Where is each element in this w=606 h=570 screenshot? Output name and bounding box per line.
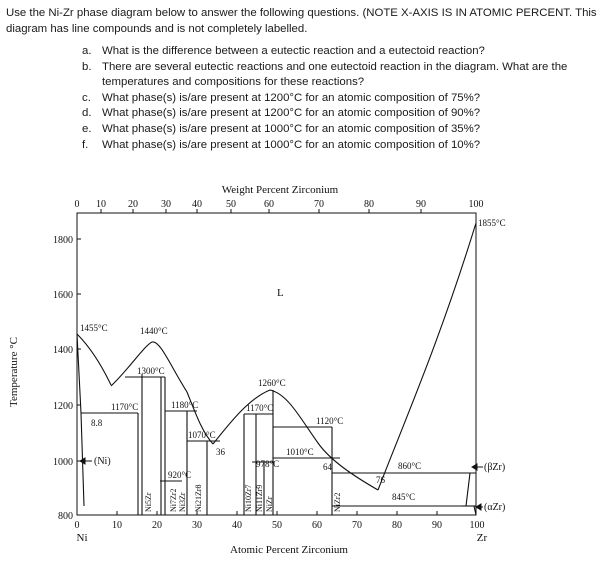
- question-text: What phase(s) is/are present at 1000°C for an atomic composition of 35%?: [102, 122, 481, 135]
- question-b: [82, 60, 582, 91]
- label-845: 845°C: [392, 492, 416, 502]
- label-1260: 1260°C: [258, 378, 286, 388]
- bzr-label: (βZr): [484, 462, 506, 473]
- question-text: There are several eutectic reactions and one eutectoid reaction in the diagram. What are the temperatures and compositions for these reactions?: [102, 60, 568, 89]
- label-1855: 1855°C: [478, 218, 506, 228]
- compound-label: NiZr2: [333, 492, 342, 512]
- question-text: What is the difference between a eutectic reaction and a eutectoid reaction?: [102, 45, 485, 57]
- question-label: e.: [82, 122, 92, 135]
- question-e: [82, 122, 582, 138]
- label-1180: 1180°C: [171, 400, 199, 410]
- y-tick-label: 1000: [53, 457, 73, 468]
- y-tick-label: 1600: [53, 290, 73, 301]
- intro-text: Use the Ni-Zr phase diagram below to answer the following questions. (NOTE X-AXIS IS IN ATOMIC PERCENT. This diagram has line compounds and is not completely labelled.: [6, 7, 597, 35]
- right-element-label: Zr: [476, 532, 488, 544]
- label-860: 860°C: [398, 461, 422, 471]
- question-label: b.: [82, 60, 92, 73]
- azr-arrow-head: [476, 504, 481, 510]
- bzr-solvus: [466, 473, 470, 506]
- phase-diagram: [0, 180, 606, 570]
- left-element-label: Ni: [76, 532, 88, 544]
- question-text: What phase(s) is/are present at 1200°C for an atomic composition of 75%?: [102, 91, 481, 104]
- compound-label: Ni11Zr9: [255, 484, 264, 512]
- compound-label: Ni10Zr7: [244, 484, 253, 512]
- top-tick-label: 50: [226, 199, 236, 210]
- label-1440: 1440°C: [140, 326, 168, 336]
- compound-label: Ni7Zr2: [169, 488, 178, 512]
- bottom-tick-label: 50: [272, 520, 282, 531]
- liquidus-zr-side: [378, 223, 476, 490]
- label-978: 978°C: [256, 459, 280, 469]
- label-1120: 1120°C: [316, 416, 344, 426]
- bottom-tick-label: 10: [112, 520, 122, 531]
- bottom-tick-label: 0: [74, 520, 80, 531]
- top-tick-label: 80: [364, 199, 374, 210]
- bottom-tick-label: 90: [432, 520, 442, 531]
- bottom-tick-label: 20: [152, 520, 162, 531]
- question-c: [82, 91, 582, 107]
- compound-label: Ni21Zr8: [194, 484, 203, 512]
- question-text: What phase(s) is/are present at 1200°C for an atomic composition of 90%?: [102, 107, 481, 120]
- azr-label: (αZr): [484, 502, 506, 513]
- label-1455: 1455°C: [80, 323, 108, 333]
- top-tick-label: 10: [96, 199, 106, 210]
- y-tick-label: 1800: [53, 235, 73, 246]
- y-tick-label: 1400: [53, 345, 73, 356]
- bzr-arrow-head: [472, 464, 477, 470]
- label-1300: 1300°C: [137, 366, 165, 376]
- top-tick-label: 20: [128, 199, 138, 210]
- liquidus-ni-side: [77, 334, 111, 385]
- top-axis-title: Weight Percent Zirconium: [221, 184, 339, 196]
- label-36: 36: [216, 447, 225, 457]
- label-1070: 1070°C: [188, 430, 216, 440]
- bottom-tick-label: 100: [469, 520, 485, 531]
- question-label: c.: [82, 91, 91, 104]
- compound-label: Ni5Zr: [144, 492, 153, 512]
- top-tick-label: 30: [161, 199, 171, 210]
- top-tick-label: 70: [314, 199, 324, 210]
- ni-solvus: [77, 334, 84, 506]
- bottom-tick-label: 80: [392, 520, 402, 531]
- label-1170b: 1170°C: [246, 403, 274, 413]
- label-1010: 1010°C: [286, 447, 314, 457]
- label-1170a: 1170°C: [111, 402, 139, 412]
- label-64: 64: [323, 462, 332, 472]
- question-label: d.: [82, 107, 92, 120]
- compound-label: Ni3Zr: [178, 492, 187, 512]
- compound-labels: [144, 484, 342, 512]
- liquidus-1260-dome: [213, 390, 378, 490]
- y-tick-label: 800: [58, 511, 73, 522]
- label-76: 76: [376, 475, 385, 485]
- compound-label: NiZr: [265, 496, 274, 512]
- bottom-tick-label: 40: [232, 520, 242, 531]
- top-tick-label: 40: [192, 199, 202, 210]
- question-label: f.: [82, 138, 89, 151]
- y-axis-title: Temperature °C: [8, 337, 20, 407]
- liquidus-1440-dome: [111, 342, 213, 444]
- top-tick-label: 0: [74, 199, 80, 210]
- bottom-ticks: [75, 520, 485, 531]
- label-920: 920°C: [168, 470, 192, 480]
- question-a: [82, 44, 582, 60]
- question-label: a.: [82, 45, 92, 57]
- top-tick-label: 90: [416, 199, 426, 210]
- question-f: [82, 138, 582, 154]
- top-ticks: [75, 199, 484, 210]
- y-tick-label: 1200: [53, 401, 73, 412]
- bottom-tick-label: 60: [312, 520, 322, 531]
- bottom-tick-label: 70: [352, 520, 362, 531]
- bottom-axis-title: Atomic Percent Zirconium: [230, 544, 348, 556]
- liquid-label: L: [277, 287, 284, 299]
- ni-phase-label: (Ni): [94, 456, 111, 467]
- bottom-tick-label: 30: [192, 520, 202, 531]
- question-text: What phase(s) is/are present at 1000°C for an atomic composition of 10%?: [102, 138, 481, 151]
- label-8-8: 8.8: [91, 418, 103, 428]
- question-d: [82, 106, 582, 122]
- arrows: [80, 458, 483, 510]
- question-list: [82, 44, 582, 153]
- top-tick-label: 60: [264, 199, 274, 210]
- plot-labels: [80, 218, 506, 513]
- y-ticks: [53, 235, 73, 522]
- top-tick-label: 100: [468, 199, 484, 210]
